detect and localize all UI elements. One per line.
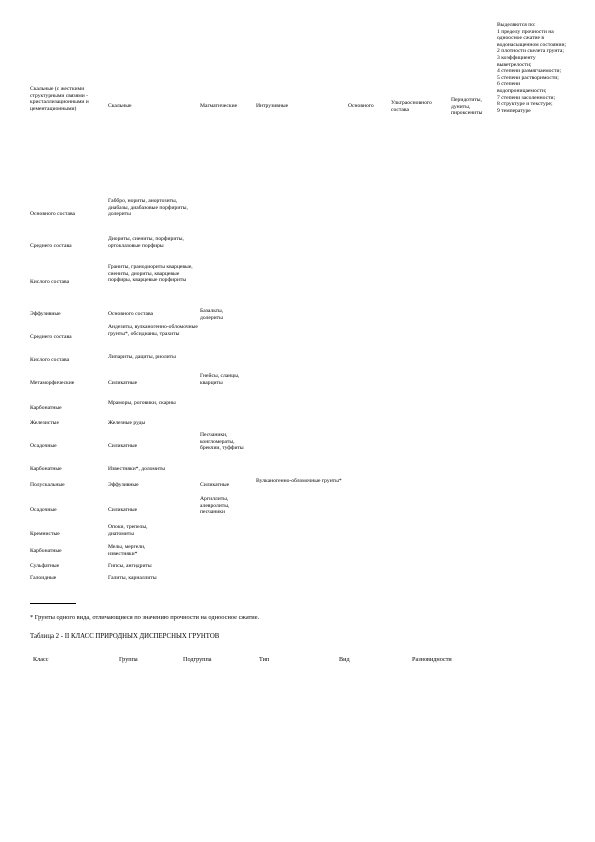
table1-row-8-col2: Мраморы, роговики, скарны <box>108 400 176 406</box>
table1-row-3-col2: Граниты, гранодиориты кварцевые, сиениты, диориты, кварцевые порфиры, кварцевые порфириты <box>108 264 193 284</box>
table2-header-type: Тип <box>259 656 270 663</box>
table1-row-6-col1: Кислого состава <box>30 357 70 363</box>
table2-header-subgroup: Подгруппа <box>183 656 212 663</box>
table1-header-group: Скальные <box>108 103 132 109</box>
table1-header-type: Интрузивные <box>256 103 289 109</box>
table1-row-3-col1: Кислого состава <box>30 279 70 285</box>
footnote: * Грунты одного вида, отличающиеся по значению прочности на одноосное сжатие. <box>30 614 260 621</box>
table1-row-11-col1: Карбонатные <box>30 466 62 472</box>
table1-row-2-col1: Среднего состава <box>30 243 72 249</box>
table1-header-varieties: Перидотиты, дуниты, пироксениты <box>451 97 483 117</box>
table1-header-criteria: Выделяются по: 1 пределу прочности на одноосное сжатие в водонасыщенном состоянии; 2 плотности скелета грунта; 3 коэффициенту выветрелости; 4 степени размягчаемости; 5 степени растворимости; 6 степени водопроницаемости; 7 степени засоленности; 8 структуре и текстуре; 9 температуре <box>497 22 567 114</box>
table1-row-10-col1: Осадочные <box>30 443 57 449</box>
table1-row-4-col3: Базальты, долериты <box>200 308 224 321</box>
table1-row-16-col2: Гипсы, ангидриты <box>108 563 152 569</box>
table1-row-1-col2: Габбро, нориты, анортозиты, диабазы, диабазовые порфириты, долериты <box>108 198 188 218</box>
table1-row-14-col2: Опоки, трепелы, диатомиты <box>108 524 148 537</box>
table2-header-group: Группа <box>119 656 138 663</box>
table1-row-12-col4: Вулканогенно-обломочные грунты* <box>256 478 342 484</box>
table1-header-subtype: Ультраосновного состава <box>391 100 432 113</box>
table1-row-13-col1: Осадочные <box>30 507 57 513</box>
table1-row-10-col3: Песчаники, конгломераты, брекчии, туффиты <box>200 432 244 452</box>
table1-row-8-col1: Карбонатные <box>30 405 62 411</box>
table1-header-kind: Основного <box>348 103 374 109</box>
table1-row-13-col2: Силикатные <box>108 507 138 513</box>
table1-row-12-col3: Силикатные <box>200 482 230 488</box>
table2-header-kind: Вид <box>339 656 350 663</box>
table1-header-class: Скальные (с жесткими структурными связями - кристаллизационными и цементационными) <box>30 86 89 112</box>
table1-row-9-col2: Железные руды <box>108 420 146 426</box>
table1-row-12-col2: Эффузивные <box>108 482 139 488</box>
table1-row-9-col1: Железистые <box>30 420 59 426</box>
table1-row-7-col1: Метаморфические <box>30 380 75 386</box>
table2-header-varieties: Разновидности <box>412 656 452 663</box>
table1-row-15-col2: Мелы, мергели, известняки* <box>108 544 146 557</box>
table1-row-5-col1: Среднего состава <box>30 334 72 340</box>
table1-row-16-col1: Сульфатные <box>30 563 60 569</box>
table1-row-5-col2: Андезиты, вулканогенно-обломочные грунты*, обсидианы, трахиты <box>108 324 198 337</box>
table1-row-15-col1: Карбонатные <box>30 548 62 554</box>
table1-row-11-col2: Известняки*, доломиты <box>108 466 166 472</box>
table1-row-2-col2: Диориты, сиениты, порфириты, ортоклазовые порфиры <box>108 236 184 249</box>
table2-caption: Таблица 2 - II КЛАСС ПРИРОДНЫХ ДИСПЕРСНЫХ ГРУНТОВ <box>30 633 220 640</box>
table1-row-13-col3: Аргиллиты, алевролиты, песчаники <box>200 496 230 516</box>
table1-row-4-col2: Основного состава <box>108 311 154 317</box>
footnote-divider <box>30 603 76 604</box>
table1-row-7-col3: Гнейсы, сланцы, кварциты <box>200 373 240 386</box>
table1-row-14-col1: Кремнистые <box>30 531 60 537</box>
table1-row-6-col2: Липариты, дациты, риолиты <box>108 354 176 360</box>
table1-header-subgroup: Магматические <box>200 103 238 109</box>
table2-header-class: Класс <box>33 656 49 663</box>
table1-row-1-col1: Основного состава <box>30 211 76 217</box>
table1-row-7-col2: Силикатные <box>108 380 138 386</box>
table1-row-17-col1: Галоидные <box>30 575 57 581</box>
table1-row-10-col2: Силикатные <box>108 443 138 449</box>
table1-row-17-col2: Галиты, карналлиты <box>108 575 157 581</box>
table1-row-12-col1: Полускальные <box>30 482 65 488</box>
table1-row-4-col1: Эффузивные <box>30 311 61 317</box>
